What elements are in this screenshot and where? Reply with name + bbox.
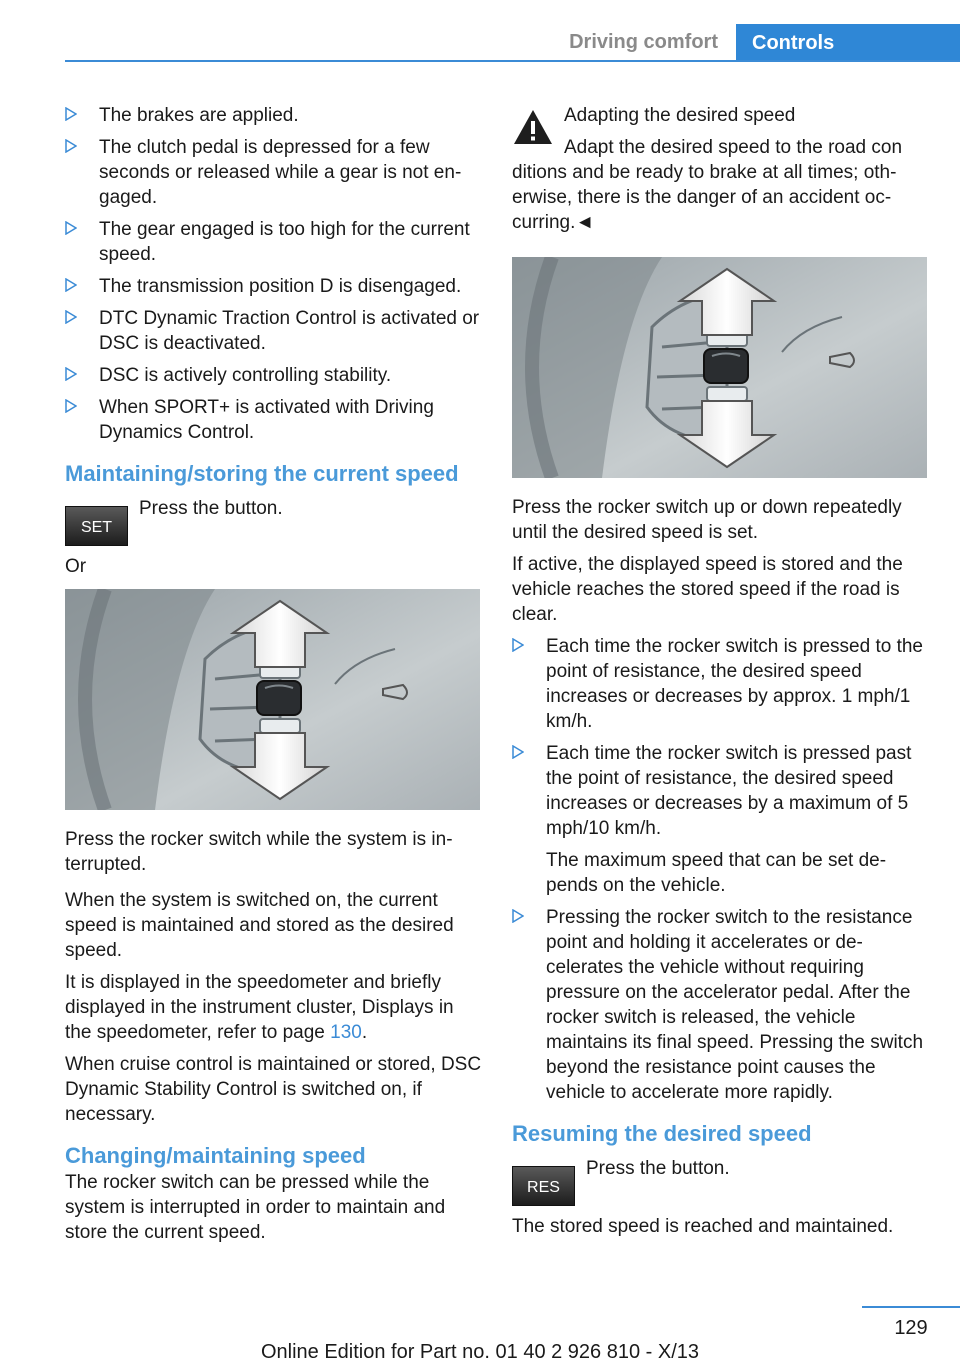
heading-changing-speed: Changing/maintaining speed (65, 1143, 366, 1168)
footer-rule (862, 1306, 960, 1308)
page-number: 129 (894, 1317, 928, 1339)
bullet-triangle-icon (65, 107, 77, 121)
res-button-image (512, 1166, 575, 1206)
bullet-triangle-icon (65, 221, 77, 235)
paragraph-press-rocker: Press the rocker switch while the system is interrupted. (65, 829, 453, 875)
paragraph-rocker-interrupted: The rocker switch can be pressed while the system is interrupted in order to maintain and store the current speed. (65, 1172, 446, 1243)
right-column (512, 103, 930, 1246)
list-item: DSC is actively controlling stability. (65, 363, 483, 388)
bullet-triangle-icon (65, 139, 77, 153)
list-item: The gear engaged is too high for the current speed. (65, 217, 483, 267)
paragraph-stored-speed: The stored speed is reached and maintained. (512, 1216, 894, 1237)
header-section-title: Driving comfort (569, 31, 718, 53)
bullet-triangle-icon (512, 909, 524, 923)
press-button-text: Press the button. (586, 1158, 730, 1179)
heading-maintaining-speed: Maintaining/storing the current speed (65, 461, 459, 486)
set-button-label: SET (80, 519, 113, 536)
list-item: The brakes are applied. (65, 103, 483, 128)
list-item: Each time the rocker switch is pressed to the point of resistance, the desired speed increases or decreases by approx. 1 mph/1 km/h. (512, 634, 930, 734)
warning-text-line1: Adapt the desired speed to the road con (564, 137, 903, 158)
bullet-triangle-icon (65, 310, 77, 324)
press-button-text: Press the button. (139, 498, 283, 519)
warning-text-continued: ditions and be ready to brake at all times; otherwise, there is the danger of an accident occurring.◄ (512, 162, 897, 233)
page-link[interactable]: 130 (330, 1022, 362, 1043)
bullet-triangle-icon (512, 745, 524, 759)
res-button-row (512, 1156, 930, 1206)
warning-icon (512, 108, 554, 153)
set-button-image (65, 506, 128, 546)
res-button-label: RES (527, 1179, 560, 1196)
list-item: When SPORT+ is activated with Driving Dynamics Control. (65, 395, 483, 445)
bullet-triangle-icon (65, 278, 77, 292)
steering-wheel-rocker-photo-2 (512, 257, 927, 478)
paragraph-if-active: If active, the displayed speed is stored and the vehicle reaches the stored speed if the road is clear. (512, 554, 903, 625)
list-item: DTC Dynamic Traction Control is activated or DSC is deactivated. (65, 306, 483, 356)
or-text: Or (65, 556, 87, 577)
steering-wheel-rocker-photo (65, 589, 480, 810)
warning-block (512, 103, 930, 235)
condition-list (65, 103, 483, 445)
warning-title: Adapting the desired speed (564, 105, 796, 126)
bullet-triangle-icon (512, 638, 524, 652)
bullet-triangle-icon (65, 367, 77, 381)
paragraph-cruise-dsc: When cruise control is maintained or stored, DSC Dynamic Stability Control is switched on, if necessary. (65, 1054, 482, 1125)
header-rule (65, 60, 960, 62)
list-item: The transmission position D is disengaged. (65, 274, 483, 299)
header-chapter-tab: Controls (736, 24, 960, 62)
paragraph-press-up-down: Press the rocker switch up or down repeatedly until the desired speed is set. (512, 497, 902, 543)
paragraph-displayed: It is displayed in the speedometer and briefly displayed in the instrument cluster, Displays in the speedometer, refer to page 130. (65, 972, 454, 1043)
rocker-behavior-list (512, 634, 930, 1105)
list-item-note: The maximum speed that can be set depends on the vehicle. (546, 850, 887, 896)
left-column (65, 103, 483, 1252)
edition-footer: Online Edition for Part no. 01 40 2 926 810 - X/13 (260, 1341, 700, 1363)
list-item: The clutch pedal is depressed for a few seconds or released while a gear is not engaged. (65, 135, 483, 210)
list-item: Each time the rocker switch is pressed past the point of resistance, the desired speed increases or decreases by a maximum of 5 mph/10 km/h. The maximum speed that can be set depends on the vehicle. (512, 741, 930, 898)
bullet-triangle-icon (65, 399, 77, 413)
paragraph-system-on: When the system is switched on, the current speed is maintained and stored as the desired speed. (65, 890, 454, 961)
heading-resuming-speed: Resuming the desired speed (512, 1121, 812, 1146)
set-button-row (65, 496, 483, 546)
list-item: Pressing the rocker switch to the resistance point and holding it accelerates or decelerates the vehicle without requiring pressure on the accelerator pedal. After the rocker switch is released, the vehicle maintains its final speed. Pressing the switch beyond the resistance point causes the vehicle to accelerate more rapidly. (512, 905, 930, 1105)
